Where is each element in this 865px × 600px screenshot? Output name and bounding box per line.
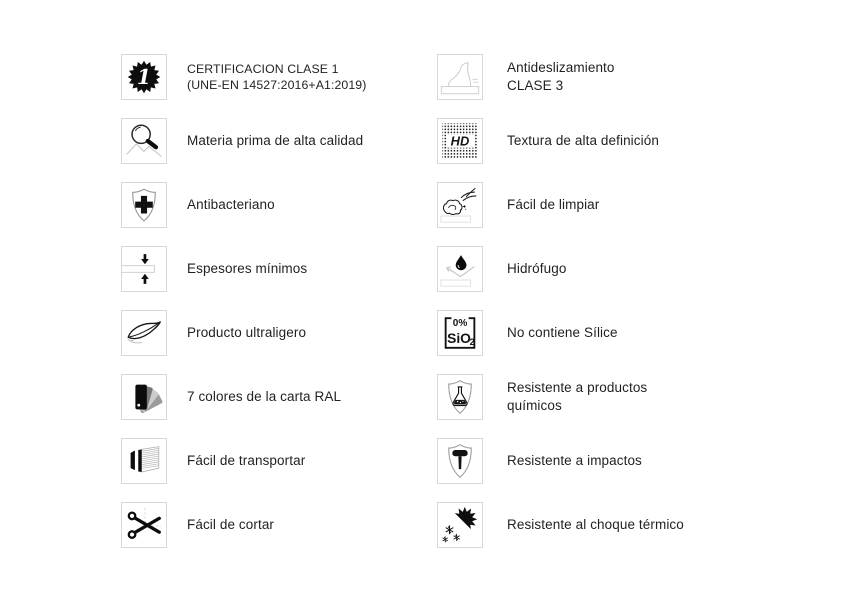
feature-row (437, 438, 684, 484)
feature-label: Hidrófugo (507, 261, 567, 277)
feature-row (121, 502, 366, 548)
thermal-shock-icon (437, 502, 483, 548)
feature-label: Textura de alta definición (507, 133, 659, 149)
feature-label: Antibacteriano (187, 197, 275, 213)
quality-magnifier-icon (121, 118, 167, 164)
feature-label: Espesores mínimos (187, 261, 308, 277)
feather-icon (121, 310, 167, 356)
svg-text:0%: 0% (452, 318, 468, 330)
feature-label: CERTIFICACION CLASE 1 (UNE-EN 14527:2016+A1:2019) (187, 61, 367, 92)
feature-row (437, 246, 684, 292)
svg-text:SiO: SiO (447, 330, 471, 347)
feature-row (437, 310, 684, 356)
hd-texture-icon (437, 118, 483, 164)
feature-label: 7 colores de la carta RAL (187, 389, 342, 405)
svg-text:1: 1 (137, 65, 151, 90)
feature-label: Materia prima de alta calidad (187, 133, 364, 149)
silica-free-icon (437, 310, 483, 356)
transport-panels-icon (121, 438, 167, 484)
features-column-left (121, 54, 366, 548)
feature-row (437, 502, 684, 548)
ral-colors-fan-icon (121, 374, 167, 420)
feature-row (437, 54, 684, 100)
feature-label: Antideslizamiento CLASE 3 (507, 60, 615, 93)
feature-label: Fácil de limpiar (507, 197, 600, 213)
feature-row (121, 438, 366, 484)
certification-class1-icon (121, 54, 167, 100)
svg-text:2: 2 (469, 336, 475, 347)
antibacterial-shield-icon (121, 182, 167, 228)
water-repellent-drop-icon (437, 246, 483, 292)
feature-row (121, 182, 366, 228)
feature-label: Fácil de cortar (187, 517, 275, 533)
feature-row (121, 246, 366, 292)
feature-row (437, 118, 684, 164)
feature-row (121, 374, 366, 420)
feature-row (121, 118, 366, 164)
feature-label: Producto ultraligero (187, 325, 307, 341)
impact-resistant-hammer-icon (437, 438, 483, 484)
feature-row (437, 374, 684, 420)
easy-clean-hand-icon (437, 182, 483, 228)
antislip-foot-icon (437, 54, 483, 100)
feature-label: Fácil de transportar (187, 453, 306, 469)
feature-row (437, 182, 684, 228)
feature-label: Resistente a impactos (507, 453, 642, 469)
svg-text:HD: HD (450, 133, 470, 149)
features-column-right (437, 54, 684, 548)
feature-label: Resistente al choque térmico (507, 517, 684, 533)
chemical-resistant-flask-icon (437, 374, 483, 420)
feature-row (121, 310, 366, 356)
minimal-thickness-icon (121, 246, 167, 292)
scissors-icon (121, 502, 167, 548)
feature-row (121, 54, 366, 100)
feature-label: Resistente a productos químicos (507, 380, 648, 413)
feature-label: No contiene Sílice (507, 325, 618, 341)
